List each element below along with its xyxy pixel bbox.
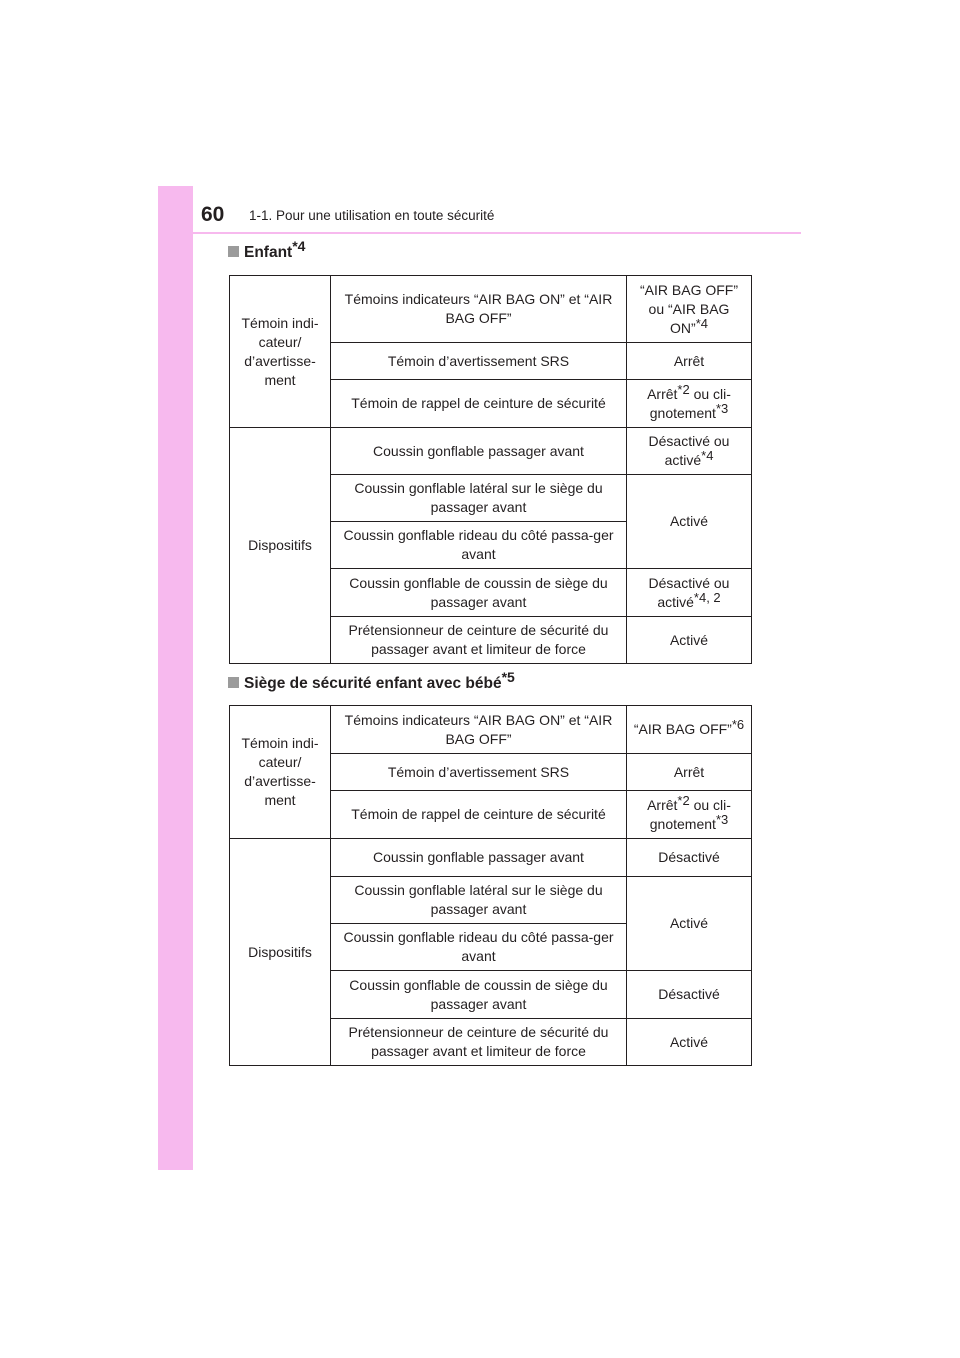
- group-label-indicators: Témoin indi-cateur/ d’avertisse-ment: [230, 706, 331, 839]
- page-number: 60: [201, 203, 225, 226]
- footnote-ref: *4: [292, 238, 306, 254]
- footnote-ref: *4: [701, 448, 714, 463]
- item-cell: Coussin gonflable rideau du côté passa-ger avant: [331, 924, 627, 971]
- footnote-ref: *5: [501, 669, 515, 685]
- item-cell: Prétensionneur de ceinture de sécurité du passager avant et limiteur de force: [331, 617, 627, 664]
- status-cell: Arrêt*2 ou cli-gnotement*3: [627, 380, 752, 428]
- status-cell: Activé: [627, 1019, 752, 1066]
- item-cell: Témoin de rappel de ceinture de sécurité: [331, 791, 627, 839]
- side-tab: [158, 186, 193, 1170]
- item-cell: Coussin gonflable latéral sur le siège du passager avant: [331, 877, 627, 924]
- item-cell: Témoins indicateurs “AIR BAG ON” et “AIR BAG OFF”: [331, 276, 627, 343]
- chapter-title: 1-1. Pour une utilisation en toute sécurité: [249, 208, 495, 223]
- section-heading-siege-bebe: [228, 669, 515, 693]
- status-cell: Désactivé ou activé*4, 2: [627, 569, 752, 617]
- item-cell: Témoins indicateurs “AIR BAG ON” et “AIR BAG OFF”: [331, 706, 627, 754]
- status-table-siege-bebe: [229, 705, 752, 1066]
- item-cell: Coussin gonflable latéral sur le siège du passager avant: [331, 475, 627, 522]
- status-cell: “AIR BAG OFF”*6: [627, 706, 752, 754]
- footnote-ref: *2: [677, 381, 690, 397]
- status-cell: Activé: [627, 877, 752, 971]
- status-table-enfant: [229, 275, 752, 664]
- item-cell: Coussin gonflable de coussin de siège du passager avant: [331, 569, 627, 617]
- status-cell: Arrêt: [627, 754, 752, 791]
- status-cell: Désactivé: [627, 971, 752, 1019]
- header-rule: [193, 232, 801, 234]
- item-cell: Témoin d’avertissement SRS: [331, 754, 627, 791]
- item-cell: Témoin d’avertissement SRS: [331, 343, 627, 380]
- status-cell: Désactivé ou activé*4: [627, 428, 752, 475]
- status-cell: Arrêt: [627, 343, 752, 380]
- group-label-devices: Dispositifs: [230, 428, 331, 664]
- item-cell: Prétensionneur de ceinture de sécurité du passager avant et limiteur de force: [331, 1019, 627, 1066]
- footnote-ref: *6: [731, 717, 745, 732]
- square-bullet-icon: [228, 246, 239, 257]
- item-cell: Coussin gonflable rideau du côté passa-ger avant: [331, 522, 627, 569]
- section-heading-enfant: [228, 238, 306, 262]
- item-cell: Témoin de rappel de ceinture de sécurité: [331, 380, 627, 428]
- footnote-ref: *2: [677, 792, 690, 808]
- status-cell: Activé: [627, 475, 752, 569]
- footnote-ref: *4: [695, 315, 708, 331]
- item-cell: Coussin gonflable passager avant: [331, 428, 627, 475]
- status-cell: “AIR BAG OFF” ou “AIR BAG ON”*4: [627, 276, 752, 343]
- status-cell: Activé: [627, 617, 752, 664]
- square-bullet-icon: [228, 677, 239, 688]
- item-cell: Coussin gonflable passager avant: [331, 839, 627, 877]
- group-label-indicators: Témoin indi-cateur/ d’avertisse-ment: [230, 276, 331, 428]
- group-label-devices: Dispositifs: [230, 839, 331, 1066]
- section-title: Enfant: [244, 244, 293, 261]
- section-title: Siège de sécurité enfant avec bébé: [244, 675, 502, 692]
- footnote-ref: *3: [715, 811, 729, 827]
- item-cell: Coussin gonflable de coussin de siège du passager avant: [331, 971, 627, 1019]
- footnote-ref: *4, 2: [693, 589, 721, 605]
- status-cell: Désactivé: [627, 839, 752, 877]
- status-cell: Arrêt*2 ou cli-gnotement*3: [627, 791, 752, 839]
- footnote-ref: *3: [715, 400, 729, 416]
